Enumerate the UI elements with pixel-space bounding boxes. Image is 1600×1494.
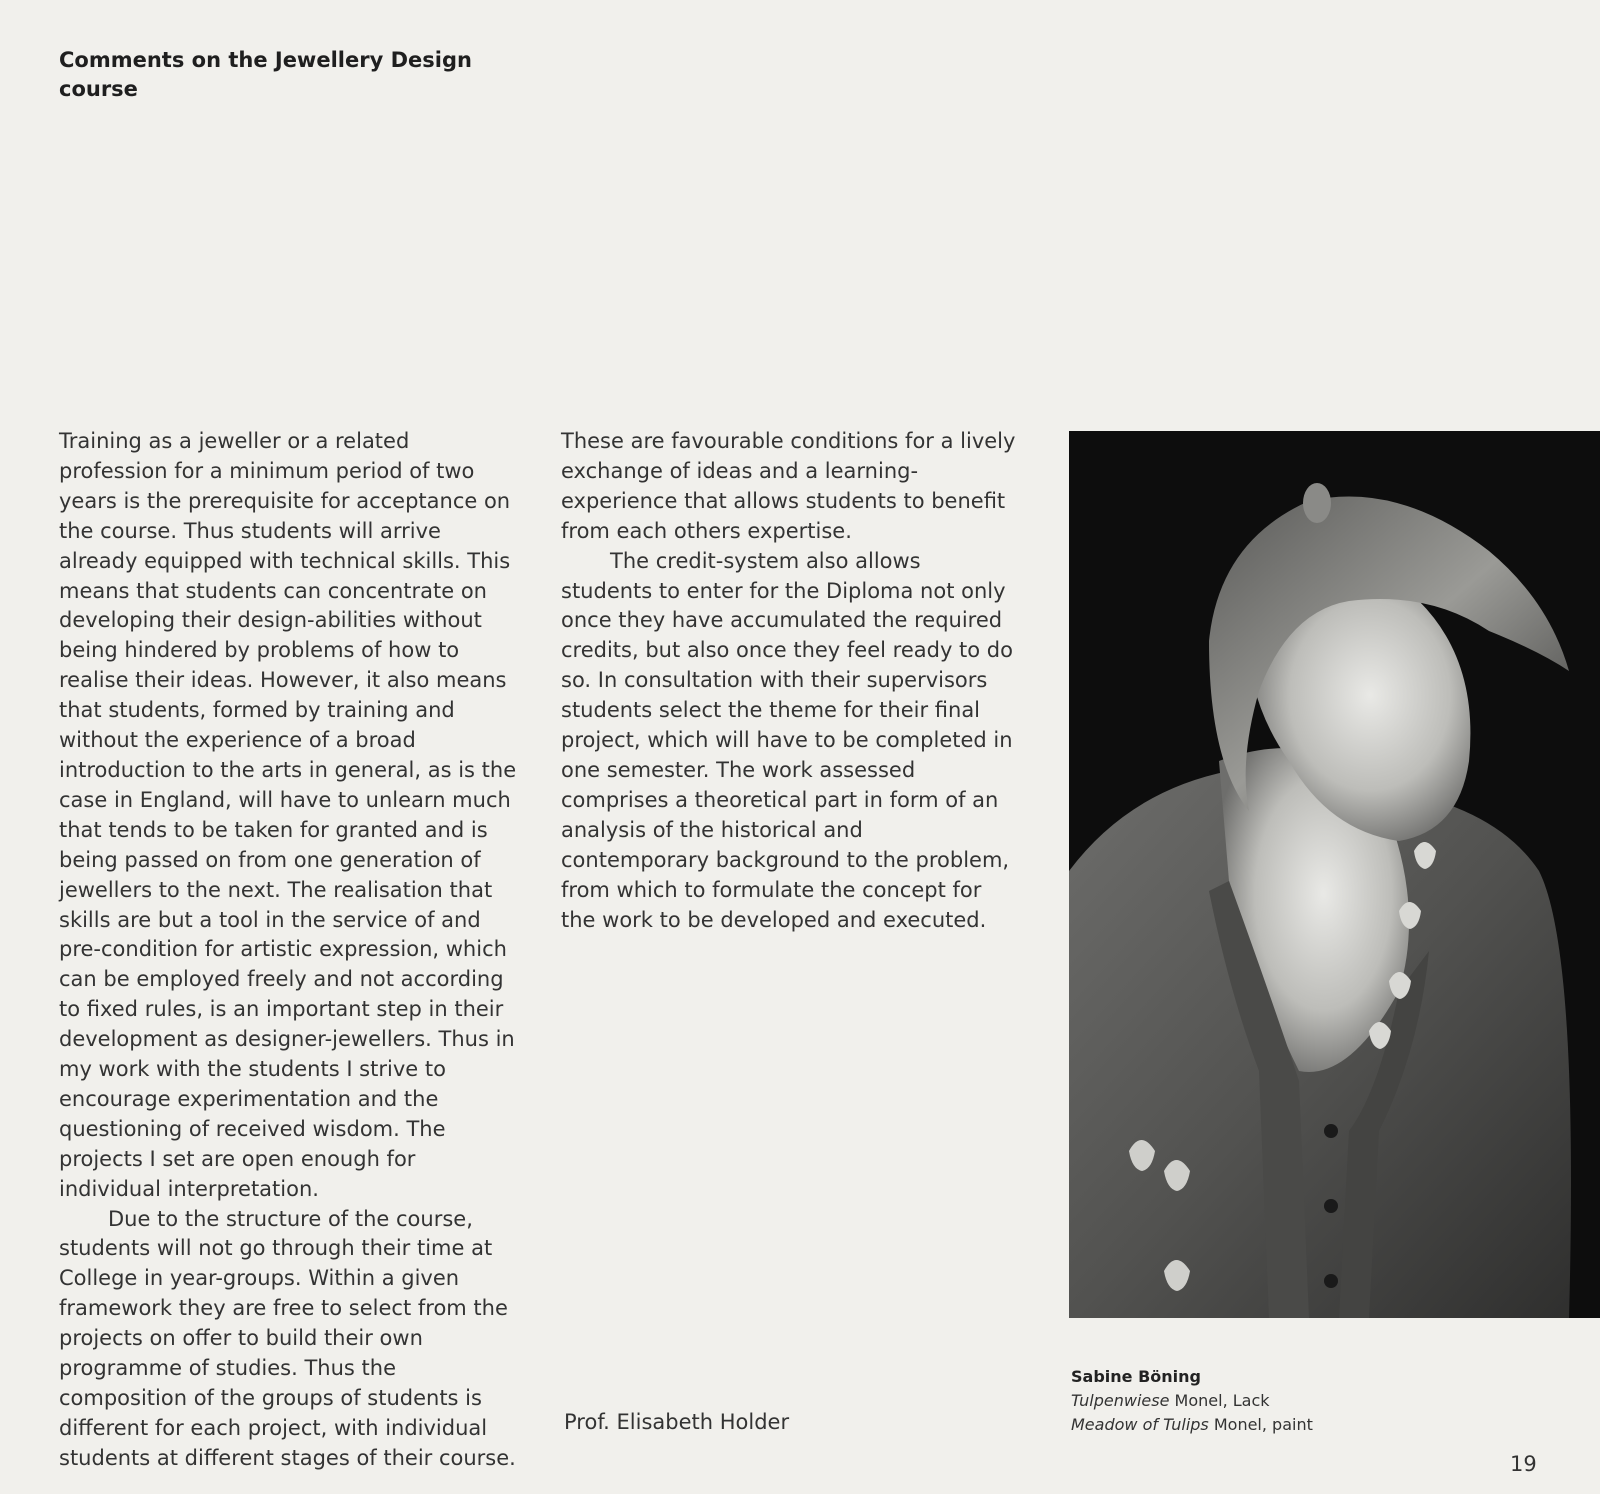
material-german: Monel, Lack — [1169, 1391, 1270, 1410]
text-column-left — [59, 427, 517, 1474]
author-signature: Prof. Elisabeth Holder — [564, 1410, 790, 1434]
paragraph: Training as a jeweller or a related profession for a minimum period of two years is the prerequisite for acceptance on the course. Thus students will arrive already equipped with technical skills. This means that students can concentrate on developing their design-abilities without being hindered by problems of how to realise their ideas. However, it also means that students, formed by training and without the experience of a broad introduction to the arts in general, as is the case in England, will have to unlearn much that tends to be taken for granted and is being passed on from one generation of jewellers to the next. The realisation that skills are but a tool in the service of and pre-condition for artistic expression, which can be employed freely and not according to fixed rules, is an important step in their development as designer-jewellers. Thus in my work with the students I strive to encourage experimentation and the questioning of received wisdom. The projects I set are open enough for individual interpretation. — [59, 429, 517, 1201]
photo-caption — [1071, 1365, 1471, 1437]
material-english: Monel, paint — [1208, 1415, 1313, 1434]
paragraph: Due to the structure of the course, students will not go through their time at College in year-groups. Within a given framework they are free to select from the projects on offer to build their own programme of studies. Thus the composition of the groups of students is different for each project, with individual students at different stages of their course. — [59, 1206, 516, 1470]
page-heading: Comments on the Jewellery Design course — [59, 48, 472, 101]
text-column-right — [561, 427, 1016, 935]
caption-german — [1071, 1389, 1471, 1413]
paragraph: These are favourable conditions for a lively exchange of ideas and a learning-experience that allows students to benefit from each others expertise. — [561, 429, 1016, 543]
work-title-german: Tulpenwiese — [1071, 1391, 1170, 1410]
work-title-english: Meadow of Tulips — [1071, 1415, 1209, 1434]
artist-name: Sabine Böning — [1071, 1367, 1201, 1386]
caption-english — [1071, 1413, 1471, 1437]
portrait-photo — [1069, 431, 1600, 1318]
page-number: 19 — [1510, 1452, 1537, 1476]
paragraph: The credit-system also allows students to enter for the Diploma not only once they have accumulated the required credits, but also once they feel ready to do so. In consultation with their supervisors students select the theme for their final project, which will have to be completed in one semester. The work assessed comprises a theoretical part in form of an analysis of the historical and contemporary background to the problem, from which to formulate the concept for the work to be developed and executed. — [561, 548, 1013, 932]
